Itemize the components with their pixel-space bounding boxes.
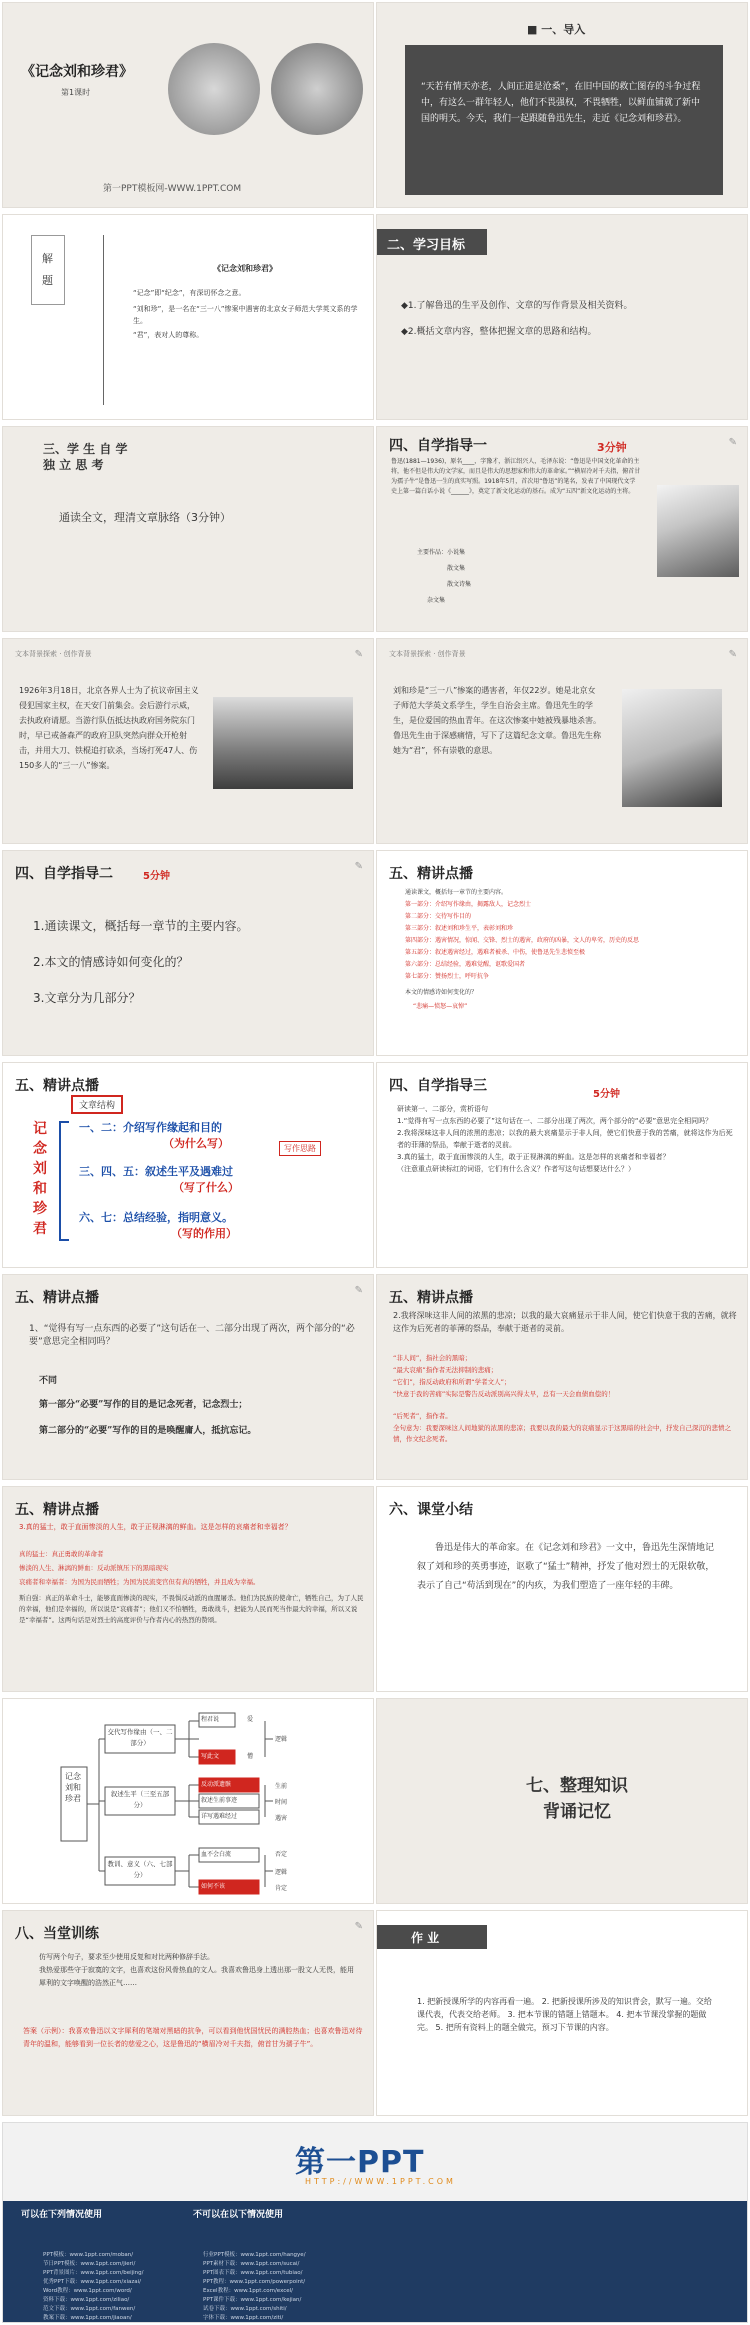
portrait-photo-1: [168, 43, 260, 135]
mindmap-leaf-1: 程君说: [201, 1716, 220, 1723]
bg-text-1: 1926年3月18日，北京各界人士为了抗议帝国主义侵犯国家主权，在天安门前集会。会后游行示威，去执政府请愿。当游行队伍抵达执政府国务院东门时，早已戒备森严的政府卫队突然向群众开枪射击，并用大刀、铁棍追打砍杀，当场打死47人、伤150多人的“三一八”惨案。: [19, 686, 199, 770]
structure-heading: 五、精讲点播: [15, 1078, 99, 1094]
review-heading: 七、整理知识 背诵记忆: [526, 1776, 628, 1822]
slide-mindmap: [2, 1698, 374, 1904]
footer-url: HTTP://WWW.1PPT.COM: [305, 2177, 456, 2186]
mindmap-note-6: 遇害: [275, 1815, 288, 1822]
brace: [59, 1121, 69, 1241]
slide-background-2: [376, 638, 748, 844]
points-1-line-9: “悲痛—愤怒—哀悼”: [413, 1003, 468, 1010]
slide-points-2: [2, 1274, 374, 1480]
points-1-line-5: 第五部分：叙述遇害经过，遇难者被杀、中伤，使鲁迅先生悲愤至极: [405, 949, 586, 956]
points-4-heading: 五、精讲点播: [15, 1502, 99, 1518]
structure-box: 文章结构: [71, 1095, 123, 1114]
mindmap-leaf-5: 详写遇难经过: [201, 1813, 238, 1820]
footer-link[interactable]: PPT素材下载：www.1ppt.com/sucai/: [203, 2261, 300, 2267]
slide-homework: [376, 1910, 748, 2116]
leaf-icon-2: ✎: [354, 649, 363, 660]
points-3-line-1: “最大哀痛”指作者无法抑制的悲痛；: [393, 1366, 498, 1374]
struct-part-3: 六、七：总结经验，指明意义。: [79, 1211, 233, 1224]
points-3-line-5: 全句意为：我要深味这人间地狱的浓黑的悲凉；我要以我的最大的哀痛显示于这黑暗的社会中，抒发自己深沉的悲愤之情，作文纪念死者。: [393, 1424, 731, 1443]
mindmap-note-3: 逻辑: [275, 1736, 288, 1743]
points-2-answer-2: 第二部分的“必要”写作的目的是唤醒庸人，抵抗忘记。: [39, 1426, 257, 1436]
footer-link[interactable]: 字体下载：www.1ppt.com/ziti/: [203, 2315, 284, 2321]
homework-body: 1. 把新授课所学的内容再看一遍。 2. 把新授课所涉及的知识背会，默写一遍。交给课代表，代表交给老师。 3. 把本节课的错题上错题本。 4. 把本节课没掌握的题做完。 5. 把所有资料上的题全做完，预习下节课的内容。: [417, 1997, 712, 2032]
guide-1-time: 3分钟: [597, 441, 627, 454]
goal-2: ◆2.概括文章内容，整体把握文章的思路和结构。: [401, 327, 597, 337]
bg-tag-2: 文本背景探索 · 创作背景: [389, 650, 466, 658]
guide-2-q3: 3.文章分为几部分？: [33, 991, 141, 1005]
footer-links-left: [43, 2251, 144, 2323]
leaf-icon-3: ✎: [728, 649, 737, 660]
slide-points-3: [376, 1274, 748, 1480]
points-1-line-1: 第一部分：介绍写作缘由，揭露敌人，记念烈士: [405, 901, 532, 908]
homework-heading: 作 业: [377, 1925, 487, 1949]
slide-guide-3: [376, 1062, 748, 1268]
points-2-question: 1、“觉得有写一点东西的必要了”这句话在一、二部分出现了两次，两个部分的“必要”意思完全相同吗？: [29, 1324, 355, 1347]
portrait-photo-2: [271, 43, 363, 135]
points-1-line-6: 第六部分：总结经验，遇难觉醒，讴歌爱国者: [405, 961, 526, 968]
guide-2-q1: 1.通读课文，概括每一章节的主要内容。: [33, 919, 249, 933]
guide-1-body: 鲁迅(1881—1936)，原名____，字豫才，浙江绍兴人，毛泽东说：“鲁迅是中国文化革命的主将，他不但是伟大的文学家，而且是伟大的思想家和伟大的革命家。”“横眉冷对千夫指，俯首甘为孺子牛”是鲁迅一生的真实写照。1918年5月，首次用“鲁迅”的笔名，发表了中国现代文学史上第一篇白话小说《______》，奠定了新文化运动的基石。成为“五四”新文化运动的主将。: [391, 458, 641, 495]
slide-jieti: [2, 214, 374, 420]
points-3-question: 2.我将深味这非人间的浓黑的悲凉；以我的最大哀痛显示于非人间，使它们快意于我的苦痛，就将这作为后死者的菲薄的祭品，奉献于逝者的灵前。: [393, 1311, 737, 1333]
bg-text-2: 刘和珍是“三一八”惨案的遇害者，年仅22岁。她是北京女子师范大学英文系学生，学生自治会主席。鲁迅先生的学生，是位爱国的热血青年。在这次惨案中她被残暴地杀害。鲁迅先生由于深感痛惜，写下了这篇纪念文章。鲁迅先生称她为“君”，怀有崇敬的意思。: [393, 686, 601, 755]
practice-heading: 八、当堂训练: [15, 1926, 99, 1942]
points-1-line-3: 第三部分：叙述刘和珍生平，表彰刘和珍: [405, 925, 514, 932]
slide-guide-1: [376, 426, 748, 632]
slide-background-1: [2, 638, 374, 844]
points-4-line-2: 哀痛者和幸福者：为国为民而牺牲；为国为民流变官但有真的牺牲，并且成为幸福。: [19, 1578, 260, 1586]
mindmap-note-1: 爱: [247, 1716, 254, 1723]
jieti-line-2: “刘和珍”，是一名在“三一八”惨案中遇害的北京女子师范大学英文系的学生。: [133, 305, 358, 325]
footer-link[interactable]: 范文下载：www.1ppt.com/fanwen/: [43, 2306, 136, 2312]
points-4-question: 3.真的猛士，敢于直面惨淡的人生，敢于正视淋漓的鲜血。这是怎样的哀痛者和幸福者？: [19, 1523, 292, 1531]
footer-link[interactable]: PPT教程：www.1ppt.com/powerpoint/: [203, 2279, 306, 2285]
liu-hezhen-photo: [622, 689, 722, 807]
guide-3-heading: 四、自学指导三: [389, 1078, 487, 1094]
slide-subtitle: 第1课时: [61, 88, 91, 97]
points-3-line-0: “非人间”，指社会的黑暗；: [393, 1354, 472, 1362]
protest-photo: [213, 697, 353, 789]
mindmap-leaf-2: 写此文: [201, 1753, 220, 1760]
guide-1-heading: 四、自学指导一: [389, 438, 487, 454]
slide-review: [376, 1698, 748, 1904]
slide-self-study: [2, 426, 374, 632]
points-1-line-0: 通读课文，概括每一章节的主要内容。: [405, 889, 508, 896]
footer-link[interactable]: 试卷下载：www.1ppt.com/shiti/: [203, 2306, 287, 2312]
points-3-heading: 五、精讲点播: [389, 1290, 473, 1306]
footer-link[interactable]: 优秀PPT下载：www.1ppt.com/xiazai/: [43, 2279, 142, 2285]
guide-2-time: 5分钟: [143, 871, 170, 882]
slide-title-text: 《记念刘和珍君》: [21, 64, 133, 80]
intro-heading: ■ 一、导入: [527, 23, 586, 36]
footer-right-title: 不可以在以下情况使用: [193, 2210, 284, 2220]
jieti-line-3: “君”，表对人的尊称。: [133, 331, 204, 339]
mindmap-leaf-4: 叙述生前事迹: [201, 1797, 238, 1804]
struct-part-2b: （写了什么）: [173, 1181, 239, 1194]
points-1-heading: 五、精讲点播: [389, 866, 473, 882]
author-portrait: [657, 485, 739, 577]
leaf-icon-4: ✎: [354, 861, 363, 872]
points-4-line-0: 真的猛士：真正勇敢的革命者: [19, 1550, 104, 1558]
self-study-heading: 三、学 生 自 学 独 立 思 考: [43, 442, 128, 472]
mindmap-note-9: 肯定: [275, 1885, 288, 1892]
footer-link[interactable]: PPT图表下载：www.1ppt.com/tubiao/: [203, 2270, 303, 2276]
footer-ad: [2, 2122, 748, 2323]
slide-guide-2: [2, 850, 374, 1056]
mindmap-note-2: 憎: [247, 1753, 254, 1760]
mindmap-lines: [3, 1699, 374, 1904]
mindmap-branch-2: 叙述生平（三至五部分）: [110, 1790, 170, 1809]
mindmap-note-5: 时间: [275, 1799, 288, 1806]
writing-tip: 写作思路: [279, 1141, 321, 1156]
summary-body: 鲁迅是伟大的革命家。在《记念刘和珍君》一文中，鲁迅先生深情地记叙了刘和珍的英勇事迹，讴歌了“猛士”精神，抒发了他对烈士的无限软敬，表示了自己“苟活到现在”的内疚，为我们塑造了一座年轻的丰碑。: [417, 1543, 715, 1591]
jieti-box: 解题: [31, 235, 65, 305]
work-2: 散文集: [447, 565, 466, 572]
jieti-line-1: “记念”即“纪念”，有深切怀念之意。: [133, 289, 246, 297]
guide-3-time: 5分钟: [593, 1089, 620, 1100]
slide-structure: [2, 1062, 374, 1268]
slide-intro: [376, 2, 748, 208]
points-2-answer-0: 不同: [39, 1376, 58, 1386]
mindmap-leaf-6: 血不会白流: [201, 1851, 232, 1858]
mindmap-root: 记念刘和珍君: [65, 1772, 81, 1803]
points-1-line-8: 本文的情感诗如何变化的？: [405, 989, 478, 996]
goals-heading: 二、学习目标: [377, 229, 487, 255]
work-1: 主要作品：小说集: [417, 549, 466, 556]
structure-title-vertical: 记念刘和珍君: [33, 1121, 47, 1237]
slide-practice: [2, 1910, 374, 2116]
divider-line: [103, 235, 104, 405]
struct-part-1: 一、二：介绍写作缘起和目的: [79, 1121, 222, 1134]
mindmap-note-8: 逻辑: [275, 1869, 288, 1876]
footer-link[interactable]: Word教程：www.1ppt.com/word/: [43, 2288, 132, 2294]
footer-link[interactable]: PPT课件下载：www.1ppt.com/kejian/: [203, 2297, 302, 2303]
footer-link[interactable]: 行业PPT模板：www.1ppt.com/hangye/: [203, 2252, 306, 2258]
footer-link[interactable]: PPT模板：www.1ppt.com/moban/: [43, 2252, 134, 2258]
slide-title: [2, 2, 374, 208]
leaf-icon-6: ✎: [354, 1921, 363, 1932]
slide-goals: [376, 214, 748, 420]
footer-link[interactable]: 节日PPT模板：www.1ppt.com/jieri/: [43, 2261, 136, 2267]
slide-summary: [376, 1486, 748, 1692]
mindmap-leaf-7: 如何不该: [201, 1883, 226, 1890]
summary-heading: 六、课堂小结: [389, 1502, 473, 1518]
goal-1: ◆1.了解鲁迅的生平及创作、文章的写作背景及相关资料。: [401, 301, 633, 311]
footer-left-title: 可以在下列情况使用: [21, 2210, 103, 2220]
mindmap-branch-1: 交代写作缘由（一、二部分）: [107, 1728, 173, 1747]
struct-part-1b: （为什么写）: [163, 1137, 229, 1150]
mindmap-note-7: 否定: [275, 1851, 288, 1858]
struct-part-2: 三、四、五：叙述生平及遇难过: [79, 1165, 233, 1178]
points-2-heading: 五、精讲点播: [15, 1290, 99, 1306]
guide-2-q2: 2.本文的情感诗如何变化的？: [33, 955, 189, 969]
points-3-line-2: “它们”，指反动政府和所谓“学者文人”；: [393, 1378, 511, 1386]
site-caption: 第一PPT模板网-WWW.1PPT.COM: [103, 184, 242, 194]
slide-points-4: [2, 1486, 374, 1692]
self-study-task: 通读全文，理清文章脉络（3分钟）: [59, 511, 231, 524]
work-4: 杂文集: [427, 597, 446, 604]
points-3-line-4: “后死者”，指作者。: [393, 1412, 452, 1420]
struct-part-3b: （写的作用）: [171, 1227, 237, 1240]
practice-answer: 答案（示例）：我喜欢鲁迅以文字犀利的笔端对黑暗的抗争，可以看到他忧国忧民的满腔热血；也喜欢鲁迅对待青年的温和，能够看到一位长者的慈爱之心，这是鲁迅的“横眉冷对千夫指，俯首甘为孺子牛”。: [23, 2027, 363, 2048]
points-2-answer-1: 第一部分“必要”写作的目的是记念死者，记念烈士；: [39, 1400, 248, 1410]
guide-2-heading: 四、自学指导二: [15, 866, 113, 882]
jieti-heading: 《记念刘和珍君》: [213, 264, 277, 273]
mindmap-leaf-3: 反动派遗骸: [201, 1781, 232, 1788]
mindmap-branch-3: 教训、意义（六、七部分）: [107, 1860, 173, 1879]
leaf-icon-5: ✎: [354, 1285, 363, 1296]
footer-link[interactable]: 教案下载：www.1ppt.com/jiaoan/: [43, 2315, 132, 2321]
mindmap-note-4: 生前: [275, 1783, 288, 1790]
points-1-line-4: 第四部分：遇害情况，惊闻、交锋、烈士的遇害，政府的凶暴，文人的卑劣，历史的反思: [405, 937, 640, 944]
guide-3-body: 研读第一、二部分，赏析语句 1.“觉得有写一点东西的必要了”这句话在一、二部分出现了两次，两个部分的“必要”意思完全相同吗？ 2.我将深味这非人间的浓黑的悲凉；以我的最大哀痛显示于非人间，使它们快意于我的苦痛，就将这作为后死者的菲薄的祭品，奉献于逝者的灵前。 3.真的猛士，敢于直面惨淡的人生，敢于正视淋漓的鲜血。这是怎样的哀痛者和幸福者？ （注意重点研读标红的词语，它们有什么含义？作者写这句话想要达什么？）: [397, 1105, 733, 1173]
points-4-line-1: 惨淡的人生、淋漓的鲜血：反动派镇压下的黑暗现实: [19, 1564, 169, 1572]
footer-logo: 第一PPT: [295, 2145, 425, 2180]
practice-body: 仿写两个句子，要求至少使用反复和对比两种修辞手法。 我热爱那些守于寂寞的文字，也喜欢这份风骨热血的文人。我喜欢鲁迅身上透出那一股文人无畏，能用犀利的文字唤醒的浩然正气……: [39, 1953, 354, 1987]
bg-tag-1: 文本背景探索 · 创作背景: [15, 650, 92, 658]
points-1-line-7: 第七部分：赞扬烈士，呼吁抗争: [405, 973, 490, 980]
slide-points-1: [376, 850, 748, 1056]
footer-link[interactable]: PPT背景图片：www.1ppt.com/beijing/: [43, 2270, 144, 2276]
intro-box: “天若有情天亦老，人间正道是沧桑”，在旧中国的救亡图存的斗争过程中，有这么一群年轻人，他们不畏强权，不畏牺牲，以鲜血铺就了新中国的明天。今天，我们一起跟随鲁迅先生，走近《记念刘和珍君》。: [405, 45, 723, 195]
footer-link[interactable]: Excel教程：www.1ppt.com/excel/: [203, 2288, 294, 2294]
points-1-line-2: 第二部分：交待写作目的: [405, 913, 472, 920]
points-4-line-3: 斯自强：真正的革命斗士，能够直面惨淡的现实，不畏惧反动派的血腥屠杀。他们为民族的使命亡，牺牲自己，为了人民的幸福，他们是幸福的，所以说是“哀痛者”；他们又不怕牺牲，勇敢战斗，把能为人民而死当作最大的幸福，所以又说是“幸福者”。这两句话是对烈士的高度评价与作者内心的热烈的赞颂。: [19, 1594, 364, 1624]
leaf-icon: ✎: [728, 437, 737, 448]
points-3-line-3: “快意于我的苦痛”实际是警告反动派别高兴得太早，总有一天会血债血偿的！: [393, 1390, 615, 1398]
footer-link[interactable]: 资料下载：www.1ppt.com/ziliao/: [43, 2297, 130, 2303]
work-3: 散文诗集: [447, 581, 472, 588]
footer-links-right: [203, 2251, 306, 2323]
